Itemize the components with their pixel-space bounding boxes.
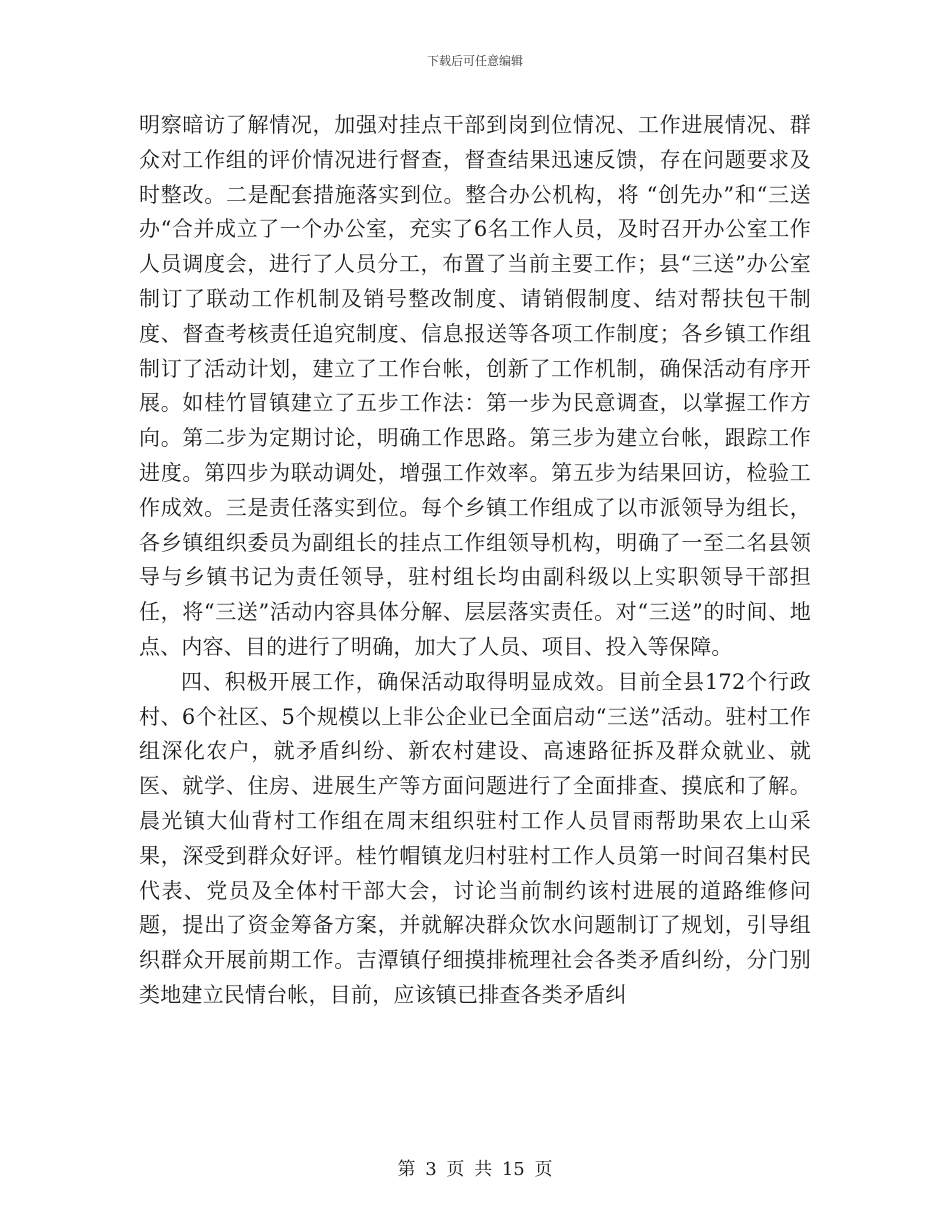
document-body bbox=[139, 108, 811, 1013]
body-paragraph-2: 四、积极开展工作，确保活动取得明显成效。目前全县172个行政村、6个社区、5个规模以上非公企业已全面启动“三送”活动。驻村工作组深化农户，就矛盾纠纷、新农村建设、高速路征拆及群众就业、就医、就学、住房、进展生产等方面问题进行了全面排查、摸底和了解。晨光镇大仙背村工作组在周末组织驻村工作人员冒雨帮助果农上山采果，深受到群众好评。桂竹帽镇龙归村驻村工作人员第一时间召集村民代表、党员及全体村干部大会，讨论当前制约该村进展的道路维修问题，提出了资金筹备方案，并就解决群众饮水问题制订了规划，引导组织群众开展前期工作。吉潭镇仔细摸排梳理社会各类矛盾纠纷，分门别类地建立民情台帐，目前，应该镇已排查各类矛盾纠 bbox=[139, 669, 811, 1007]
body-paragraph-1: 明察暗访了解情况，加强对挂点干部到岗到位情况、工作进展情况、群众对工作组的评价情况进行督查，督查结果迅速反馈，存在问题要求及时整改。二是配套措施落实到位。整合办公机构，将 “创先办”和“三送办“合并成立了一个办公室，充实了6名工作人员，及时召开办公室工作人员调度会，进行了人员分工，布置了当前主要工作；县“三送”办公室制订了联动工作机制及销号整改制度、请销假制度、结对帮扶包干制度、督查考核责任追究制度、信息报送等各项工作制度；各乡镇工作组制订了活动计划，建立了工作台帐，创新了工作机制，确保活动有序开展。如桂竹冒镇建立了五步工作法：第一步为民意调查，以掌握工作方向。第二步为定期讨论，明确工作思路。第三步为建立台帐，跟踪工作进度。第四步为联动调处，增强工作效率。第五步为结果回访，检验工作成效。三是责任落实到位。每个乡镇工作组成了以市派领导为组长，各乡镇组织委员为副组长的挂点工作组领导机构，明确了一至二名县领导与乡镇书记为责任领导，驻村组长均由副科级以上实职领导干部担任，将“三送”活动内容具体分解、层层落实责任。对“三送”的时间、地点、内容、目的进行了明确，加大了人员、项目、投入等保障。 bbox=[139, 113, 811, 659]
page-header-note: 下载后可任意编辑 bbox=[426, 54, 523, 68]
page-number-footer: 第 3 页 共 15 页 bbox=[397, 1159, 553, 1180]
